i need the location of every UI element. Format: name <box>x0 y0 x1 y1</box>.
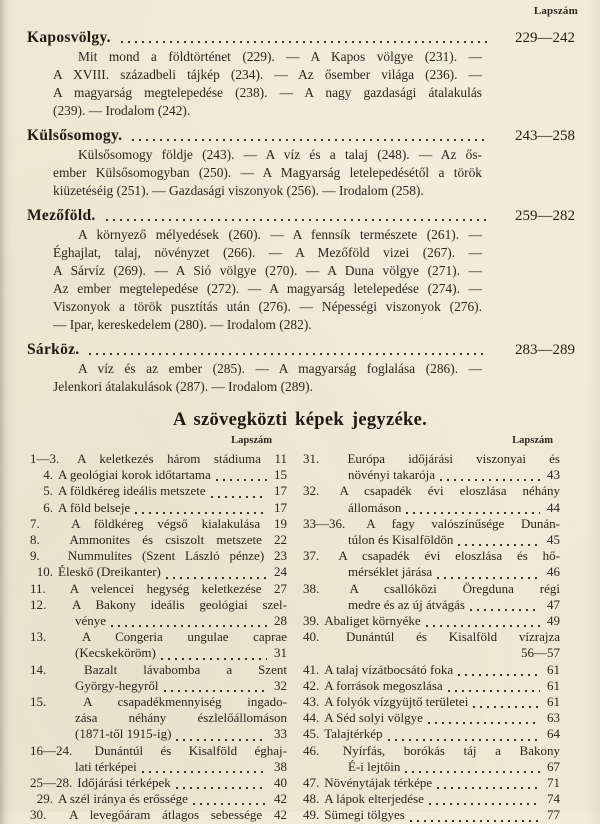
figure-entry-line <box>303 807 560 823</box>
figure-entry-line <box>303 743 560 759</box>
figure-entry <box>30 548 287 564</box>
figure-entry <box>30 483 287 499</box>
figure-entry-line <box>30 759 287 775</box>
figure-entry-number: 42. <box>303 677 320 693</box>
figure-entry <box>30 791 287 807</box>
figure-entry-text: A Séd solyi völgye <box>324 710 423 726</box>
figure-entry-text: Növénytájak térképe <box>324 775 433 791</box>
toc-section-heading <box>27 207 575 225</box>
figure-entry <box>303 694 560 710</box>
figure-entry-number: 14. <box>30 661 47 677</box>
figure-entry <box>303 483 560 515</box>
figure-entry-text: A Congeria ungulae caprae <box>81 629 287 645</box>
figure-entry <box>303 678 560 694</box>
figure-entry <box>303 516 560 548</box>
figure-entry-page: 61 <box>547 677 560 693</box>
figure-entry-text: medre és az új átvágás <box>348 596 465 612</box>
dotted-leader <box>166 577 267 579</box>
figure-entry <box>30 516 287 532</box>
figure-entry-number: 32. <box>303 483 320 499</box>
figure-entry-number: 7. <box>30 515 40 531</box>
dotted-leader <box>437 787 540 789</box>
figure-entry-line <box>303 759 560 775</box>
figure-entry-text: Európa időjárási viszonyai és <box>347 451 560 466</box>
figure-entry-text: túlon és Kisalföldön <box>348 532 454 548</box>
figure-entry-number: 48. <box>303 791 320 807</box>
figure-entry-line <box>303 726 560 742</box>
figure-entry-number: 31. <box>303 451 320 466</box>
toc-page-range: 243—258 <box>515 128 575 144</box>
figure-entry <box>303 775 560 791</box>
figure-entry-text: (Kecskeköröm) <box>75 645 156 661</box>
figure-entry-text: A talaj vízátbocsátó foka <box>324 661 454 677</box>
figure-entry-page: 32 <box>274 677 287 693</box>
figure-entry <box>303 662 560 678</box>
figure-entry-line <box>30 483 287 499</box>
figure-entry-line <box>30 613 287 629</box>
figure-entry-line <box>30 581 287 597</box>
toc-body-line: Mit mond a földtörténet (229). — A Kapos völgye (231). — <box>78 49 482 64</box>
figure-entry <box>30 629 287 661</box>
figure-entry-page: 38 <box>274 758 287 774</box>
figure-entry-page: 17 <box>274 483 287 499</box>
figure-entry <box>303 451 560 483</box>
dotted-leader <box>405 771 540 773</box>
figure-entry <box>30 451 287 467</box>
figure-entry-text: Talajtérkép <box>324 726 383 742</box>
figure-entry-line <box>30 743 287 759</box>
figure-entry-text: A földkéreg ideális metszete <box>58 483 206 499</box>
figure-entry-number: 41. <box>303 661 320 677</box>
figure-entry-page: 17 <box>274 499 287 515</box>
figure-entry-page: 77 <box>547 807 560 823</box>
dotted-leader <box>161 658 267 660</box>
figure-entry-line <box>30 807 287 823</box>
figure-entry-line <box>303 775 560 791</box>
figure-entry <box>303 807 560 823</box>
dotted-leader <box>176 787 267 789</box>
dotted-leader <box>426 625 540 627</box>
figure-entry-line <box>30 548 287 564</box>
dotted-leader <box>193 803 267 805</box>
figure-entry-page: 43 <box>547 467 560 483</box>
figure-list-right-column <box>303 451 560 824</box>
figure-entry-page: 31 <box>274 645 287 661</box>
figure-entry-line <box>30 645 287 661</box>
figure-entry <box>30 597 287 629</box>
figure-entry-page: 47 <box>547 596 560 612</box>
figure-entry-text: Nummulites (Szent László pénze) <box>67 548 265 564</box>
toc-section-body <box>53 360 482 396</box>
toc-page-range: 259—282 <box>515 208 575 224</box>
figure-entry-text: lati térképei <box>75 758 137 774</box>
figure-entry-line <box>303 483 560 499</box>
figure-entry-text: György-hegyről <box>75 677 159 693</box>
figure-entry-page: 42 <box>274 791 287 807</box>
figure-entry-number: 45. <box>303 726 320 742</box>
figure-entry-number: 12. <box>30 596 47 612</box>
figure-entry-line <box>303 694 560 710</box>
figure-entry-number: 9. <box>30 548 40 564</box>
figure-entry-line <box>30 791 287 807</box>
figure-entry-text: A Bakony ideális geológiai szel- <box>72 596 287 612</box>
figure-entry-number: 40. <box>303 629 320 645</box>
figure-entry-page: 24 <box>274 564 287 580</box>
figure-entry-line <box>303 548 560 564</box>
figure-entry-text: A föld belseje <box>58 499 131 515</box>
figure-entry-line <box>303 597 560 613</box>
dotted-leader <box>429 803 540 805</box>
dotted-leader <box>428 722 540 724</box>
figure-list-column-headers <box>0 435 600 449</box>
figure-entry-text: A velencei hegység keletkezése <box>69 580 262 596</box>
figure-entry-number: 13. <box>30 629 47 645</box>
figure-entry <box>30 807 287 823</box>
figure-list-heading: A szövegközti képek jegyzéke. <box>172 410 428 430</box>
figure-entry <box>303 581 560 613</box>
figure-entry-text: Bazalt lávabomba a Szent <box>84 661 288 677</box>
figure-entry-line <box>303 451 560 467</box>
figure-entry <box>303 629 560 661</box>
figure-entry-line <box>303 710 560 726</box>
figure-entry-page: 40 <box>274 775 287 791</box>
toc-body-line: Jelenkori átalakulások (287). — Irodalom (289). <box>53 379 313 394</box>
toc-page-range: 283—289 <box>515 342 575 358</box>
figure-entry-number: 5. <box>43 483 53 499</box>
figure-entry-text: A csapadékmennyiség ingado- <box>83 694 287 710</box>
dotted-leader <box>308 658 517 660</box>
figure-entry-text: Abaliget környéke <box>324 613 421 629</box>
figure-entry <box>30 532 287 548</box>
toc-body-line: (239). — Irodalom (242). <box>53 103 191 118</box>
figure-entry-line <box>303 500 560 516</box>
figure-entry <box>303 791 560 807</box>
figure-entry-line <box>30 500 287 516</box>
figure-entry-line <box>303 678 560 694</box>
toc-body-line: kiüzetéséig (251). — Gazdasági viszonyok (256). — Irodalom (258). <box>53 183 424 198</box>
figure-entry-number: 10. <box>36 564 53 580</box>
figure-entry-text: vénye <box>75 613 107 629</box>
figure-entry-page: 45 <box>547 532 560 548</box>
toc-section-heading <box>27 341 575 359</box>
left-column-lapszam-label: Lapszám <box>231 435 272 446</box>
figure-entry-line <box>30 775 287 791</box>
dotted-leader <box>437 577 540 579</box>
dotted-leader <box>211 496 267 498</box>
dotted-leader <box>135 512 267 514</box>
toc-section-heading <box>27 29 575 47</box>
figure-entry-text: A források megoszlása <box>324 677 443 693</box>
figure-entry-page: 28 <box>274 613 287 629</box>
dotted-leader <box>89 353 487 355</box>
figure-entry-page: 71 <box>547 775 560 791</box>
figure-entry-number: 16—24. <box>30 742 73 758</box>
figure-entry-page: 23 <box>274 548 287 564</box>
figure-entry-text: zása néhány észlelőállomáson <box>75 710 287 726</box>
figure-entry-number: 4. <box>43 467 53 483</box>
toc-section-body <box>53 146 482 200</box>
figure-entry-line <box>303 516 560 532</box>
figure-entry-text: É-i lejtőin <box>348 758 401 774</box>
toc-body-line: Viszonyok a török pusztítás után (276). — Népességi viszonyok (276). <box>53 299 482 314</box>
figure-entry-number: 43. <box>303 694 320 710</box>
toc-body-line: A Sárvíz (269). — A Sió völgye (270). — A Duna völgye (271). — <box>53 263 482 278</box>
dotted-leader <box>410 820 540 822</box>
figure-entry-page: 49 <box>547 613 560 629</box>
figure-entry <box>303 548 560 580</box>
figure-entry-number: 6. <box>43 499 53 515</box>
toc-section-title: Mezőföld. <box>27 207 96 224</box>
figure-entry-number: 49. <box>303 807 320 823</box>
figure-entry-line <box>303 791 560 807</box>
figure-entry-text: A földkéreg végső kialakulása <box>71 515 261 531</box>
figure-entry-page: 44 <box>547 499 560 515</box>
figure-entry-page: 64 <box>547 726 560 742</box>
figure-list <box>0 449 600 824</box>
figure-entry-text: A folyók vízgyüjtő területei <box>324 694 469 710</box>
figure-entry-line <box>30 564 287 580</box>
figure-entry-number: 11. <box>30 580 46 596</box>
figure-entry-text: Éleskő (Dreikanter) <box>58 564 161 580</box>
figure-entry <box>30 662 287 694</box>
figure-entry-line <box>30 726 287 742</box>
dotted-leader <box>458 674 540 676</box>
figure-entry-line <box>303 662 560 678</box>
figure-entry <box>303 726 560 742</box>
figure-entry <box>30 564 287 580</box>
figure-entry-number: 44. <box>303 710 320 726</box>
toc-body-line: Külsősomogy földje (243). — A víz és a talaj (248). — Az ős- <box>78 147 482 162</box>
figure-entry-text: állomáson <box>348 499 402 515</box>
figure-entry-line <box>303 645 560 661</box>
figure-entry-text: (1871-től 1915-ig) <box>75 726 172 742</box>
figure-entry-number: 30. <box>30 807 47 823</box>
figure-entry-text: A csapadék évi eloszlása és hő- <box>338 548 560 564</box>
figure-entry-number: 15. <box>30 694 47 710</box>
figure-entry-text: Sümegi tölgyes <box>324 807 405 823</box>
figure-entry-page: 15 <box>274 467 287 483</box>
table-of-contents <box>0 0 600 396</box>
figure-entry-line <box>303 629 560 645</box>
figure-entry-number: 29. <box>36 791 53 807</box>
dotted-leader <box>121 41 487 43</box>
dotted-leader <box>440 479 540 481</box>
figure-entry-number: 39. <box>303 613 320 629</box>
toc-section-title: Sárköz. <box>27 341 80 358</box>
figure-entry <box>30 775 287 791</box>
figure-entry-text: Dunántúl és Kisalföld vízrajza <box>346 629 561 645</box>
right-column-lapszam-label: Lapszám <box>512 435 553 446</box>
figure-entry-text: mérséklet járása <box>348 564 433 580</box>
figure-list-left-column <box>30 451 287 824</box>
figure-entry-text: A csallóközi Öregduna régi <box>349 580 560 596</box>
dotted-leader <box>448 690 540 692</box>
figure-entry <box>303 710 560 726</box>
figure-entry-page: 61 <box>547 694 560 710</box>
figure-entry-page: 42 <box>274 807 288 823</box>
toc-body-line: Éghajlat, talaj, növényzet (266). — A Mezőföld vizei (267). — <box>53 245 482 260</box>
figure-entry-text: Nyírfás, borókás táj a Bakony <box>342 742 561 758</box>
toc-body-line: A környező mélyedések (260). — A fennsík természete (261). — <box>78 227 482 242</box>
figure-entry-text: A keletkezés három stádiuma <box>77 451 261 466</box>
dotted-leader <box>406 512 540 514</box>
figure-entry-line <box>30 678 287 694</box>
dotted-leader <box>106 219 487 221</box>
toc-body-line: ember Külsősomogyban (250). — A Magyarság letelepedésétől a török <box>53 165 482 180</box>
figure-entry-page: 11 <box>274 451 287 466</box>
figure-entry-text: Dunántúl és Kisalföld éghaj- <box>94 742 287 758</box>
figure-entry-text: A fagy valószínűsége Dunán- <box>366 515 560 531</box>
figure-entry-text: A lápok elterjedése <box>324 791 424 807</box>
toc-page-range: 229—242 <box>515 30 575 46</box>
toc-section-title: Külsősomogy. <box>27 127 123 144</box>
figure-entry-line <box>30 597 287 613</box>
figure-entry <box>30 467 287 483</box>
figure-entry-text: A levegőáram átlagos sebessége <box>69 807 263 823</box>
figure-entry-number: 38. <box>303 580 320 596</box>
figure-entry-text: Ammonites és csiszolt metszete <box>69 532 262 548</box>
figure-entry-page: 61 <box>547 661 560 677</box>
figure-entry-page: 19 <box>274 515 287 531</box>
figure-entry-line <box>303 467 560 483</box>
figure-entry-number: 25—28. <box>30 775 73 791</box>
figure-entry-number: 33—36. <box>303 515 346 531</box>
toc-body-line: — Ipar, kereskedelem (280). — Irodalom (282). <box>53 317 312 332</box>
figure-entry-text: A szél iránya és erőssége <box>58 791 188 807</box>
dotted-leader <box>111 625 267 627</box>
dotted-leader <box>176 739 267 741</box>
dotted-leader <box>132 139 487 141</box>
figure-entry-number: 46. <box>303 742 320 758</box>
dotted-leader <box>164 690 267 692</box>
figure-entry-line <box>303 532 560 548</box>
figure-entry-number: 1—3. <box>30 451 60 466</box>
figure-entry-line <box>303 564 560 580</box>
dotted-leader <box>470 609 540 611</box>
figure-entry-page: 74 <box>547 791 560 807</box>
figure-entry <box>30 743 287 775</box>
dotted-leader <box>473 706 540 708</box>
figure-entry-text: Időjárási térképek <box>77 775 171 791</box>
figure-entry <box>30 694 287 743</box>
figure-entry-page: 46 <box>547 564 560 580</box>
figure-entry-number: 37. <box>303 548 320 564</box>
toc-section-title: Kaposvölgy. <box>27 29 111 46</box>
figure-entry-text: A geológiai korok időtartama <box>58 467 211 483</box>
figure-entry-line <box>30 694 287 710</box>
figure-entry-page: 67 <box>547 758 560 774</box>
figure-entry-number: 8. <box>30 532 40 548</box>
figure-entry-line <box>303 581 560 597</box>
toc-section-heading <box>27 127 575 145</box>
figure-entry <box>30 581 287 597</box>
figure-entry-page: 27 <box>274 580 287 596</box>
toc-section-body <box>53 226 482 334</box>
toc-body-line: A magyarság megtelepedése (238). — A nagy gazdasági átalakulás <box>53 85 482 100</box>
page-number-column-label: Lapszám <box>533 5 578 17</box>
toc-body-line: A XVIII. századbeli tájkép (234). — Az ősember világa (236). — <box>53 67 482 82</box>
figure-entry <box>303 613 560 629</box>
figure-entry-line <box>30 710 287 726</box>
figure-entry-line <box>30 629 287 645</box>
figure-entry-page: 22 <box>274 532 287 548</box>
figure-entry-page: 33 <box>274 726 287 742</box>
figure-entry <box>303 743 560 775</box>
figure-entry-line <box>303 613 560 629</box>
dotted-leader <box>388 739 540 741</box>
dotted-leader <box>142 771 267 773</box>
dotted-leader <box>458 544 540 546</box>
figure-entry-page: 56—57 <box>521 645 560 661</box>
toc-section-body <box>53 48 482 120</box>
figure-entry-line <box>30 516 287 532</box>
toc-body-line: A víz és az ember (285). — A magyarság foglalása (286). — <box>78 361 482 376</box>
figure-entry-text: A csapadék évi eloszlása néhány <box>339 483 560 499</box>
figure-entry-page: 63 <box>547 710 560 726</box>
figure-entry-line <box>30 467 287 483</box>
figure-entry-line <box>30 662 287 678</box>
figure-entry-line <box>30 451 287 467</box>
figure-entry-line <box>30 532 287 548</box>
dotted-leader <box>216 479 267 481</box>
figure-entry <box>30 500 287 516</box>
figure-entry-number: 47. <box>303 775 320 791</box>
toc-body-line: Az ember megtelepedése (272). — A magyarság letelepedése (274). — <box>53 281 482 296</box>
figure-entry-text: növényi takarója <box>348 467 435 483</box>
